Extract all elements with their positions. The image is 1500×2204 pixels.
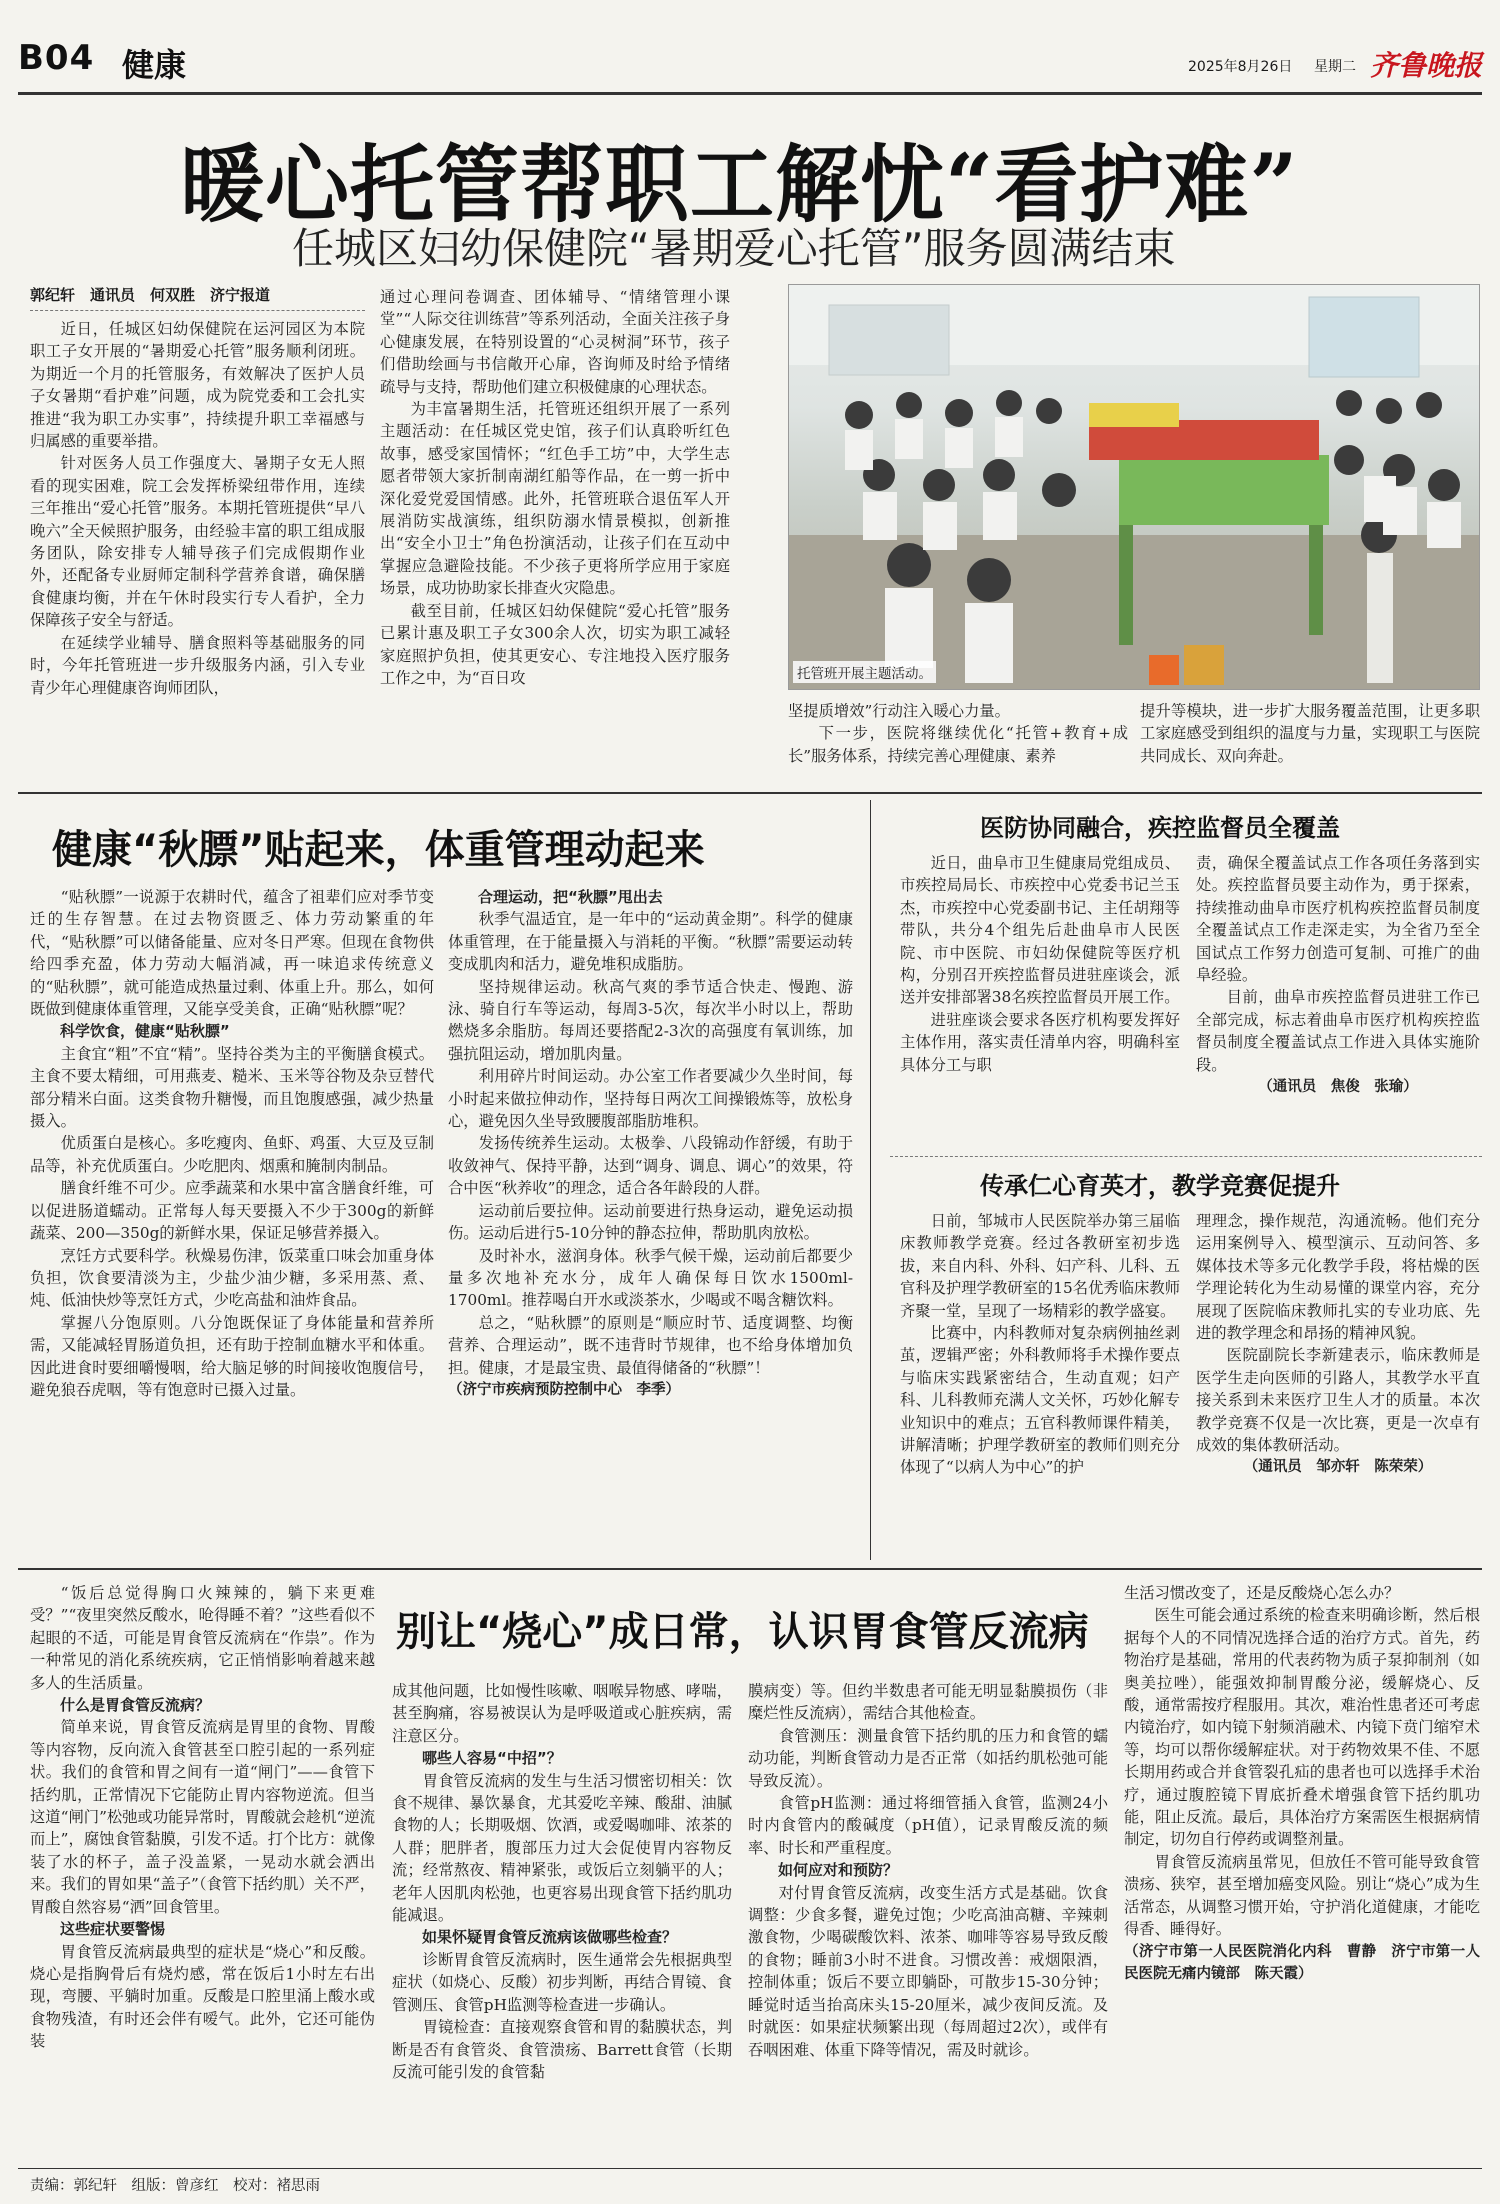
supervise-col2-para-1: 责，确保全覆盖试点工作各项任务落到实处。疾控监督员要主动作为，勇于探索，持续推动曲阜市医疗机构疾控监督员制度全覆盖试点工作走深走实，为全省乃至全国试点工作努力创造可复制、可推广的曲阜经验。 [1196,854,1480,985]
section-rule-3 [18,1568,1482,1570]
teaching-col2-para-2: 医院副院长李新建表示，临床教师是医学生走向医师的引路人，其教学水平直接关系到未来医疗卫生人才的质量。本次教学竞赛不仅是一次比赛，更是一次卓有成效的集体教研活动。 [1196,1346,1480,1455]
reflux-col3-para-2: 食管测压：测量食管下括约肌的压力和食管的蠕动功能，判断食管动力是否正常（如括约肌松弛可能导致反流）。 [748,1726,1108,1790]
reflux-col3-para-4: 对付胃食管反流病，改变生活方式是基础。饮食调整：少食多餐，避免过饱；少吃高油高糖、辛辣刺激食物，少喝碳酸饮料、浓茶、咖啡等容易导致反酸的食物；睡前3小时不进食。习惯改善：戒烟限酒，控制体重；饭后不要立即躺卧，可散步15-30分钟；睡觉时适当抬高床头15-20厘米，减少夜间反流。及时就医：如果症状频繁出现（每周超过2次），或伴有吞咽困难、体重下降等情况，需及时就诊。 [748,1883,1108,2059]
classroom-photo-illustration [789,285,1480,690]
lead-col2-para-1: 通过心理问卷调查、团体辅导、“情绪管理小课堂”“人际交往训练营”等系列活动，全面关注孩子身心健康发展，在特别设置的“心灵树洞”环节，孩子们借助绘画与书信敞开心扉，咨询师及时给予情绪疏导与支持，帮助他们建立积极健康的心理状态。 [380,288,730,396]
autumn-col1-subhead-1: 科学饮食，健康“贴秋膘” [60,1022,230,1041]
vertical-divider-1 [870,800,871,1560]
supervise-credit: （通讯员 焦俊 张瑜） [1258,1079,1418,1096]
autumn-col2-subhead-1: 合理运动，把“秋膘”甩出去 [478,888,663,906]
reflux-col1-para-3: 胃食管反流病最典型的症状是“烧心”和反酸。烧心是指胸骨后有烧灼感，常在饭后1小时左右出现，弯腰、平躺时加重。反酸是口腔里涌上酸水或食物残渣，有时还会伴有嗳气。此外，它还可能伪装 [30,1942,375,2051]
lead-col1-para-1: 近日，任城区妇幼保健院在运河园区为本院职工子女开展的“暑期爱心托管”服务顺利闭班。为期近一个月的托管服务，有效解决了医护人员子女暑期“看护难”问题，成为院党委和工会扎实推进“我为职工办实事”，持续提升职工幸福感与归属感的重要举措。 [30,320,365,451]
photo-caption: 托管班开展主题活动。 [793,661,936,683]
autumn-col1-para-6: 掌握八分饱原则。八分饱既保证了身体能量和营养所需，又能减轻胃肠道负担，还有助于控制血糖水平和体重。因此进食时要细嚼慢咽，给大脑足够的时间接收饱腹信号，避免狼吞虎咽，等有饱意时已摄入过量。 [30,1313,434,1399]
autumn-column-2 [448,886,853,1506]
reflux-column-2 [392,1680,732,2162]
reflux-col3-para-3: 食管pH监测：通过将细管插入食管，监测24小时内食管内的酸碱度（pH值），记录胃酸反流的频率、时长和严重程度。 [748,1794,1108,1857]
lead-byline: 郭纪轩 通讯员 何双胜 济宁报道 [30,286,271,304]
masthead-rule [18,92,1482,95]
autumn-col2-para-3: 利用碎片时间运动。办公室工作者要减少久坐时间，每小时起来做拉伸动作，坚持每日两次工间操锻炼等，放松身心，避免因久坐导致腰腹部脂肪堆积。 [448,1067,853,1131]
lead-column-4 [1140,700,1480,770]
lead-column-1 [30,318,365,788]
footer-credits: 责编：郭纪轩 组版：曾彦红 校对：褚思雨 [30,2178,320,2194]
reflux-col4-para-1: 生活习惯改变了，还是反酸烧心怎么办？ [1124,1584,1400,1602]
lead-col3-para-1: 坚提质增效”行动注入暖心力量。 [788,702,1010,720]
reflux-col3-subhead-1: 如何应对和预防？ [778,1861,899,1880]
teaching-column-2 [1196,1210,1480,1560]
lead-headline: 暖心托管帮职工解忧“看护难” [180,135,1299,234]
lead-col4-para-1: 提升等模块，进一步扩大服务覆盖范围，让更多职工家庭感受到组织的温度与力量，实现职工与医院共同成长、双向奔赴。 [1140,702,1480,765]
lead-subhead: 任城区妇幼保健院“暑期爱心托管”服务圆满结束 [292,224,1176,273]
reflux-headline: 别让“烧心”成日常，认识胃食管反流病 [396,1609,1089,1655]
reflux-column-1 [30,1582,375,2162]
reflux-credit: （济宁市第一人民医院消化内科 曹静 济宁市第一人民医院无痛内镜部 陈天霞） [1124,1943,1480,1982]
reflux-col2-para-3: 诊断胃食管反流病时，医生通常会先根据典型症状（如烧心、反酸）初步判断，再结合胃镜、食管测压、食管pH监测等检查进一步确认。 [392,1950,732,2014]
autumn-col2-para-4: 发扬传统养生运动。太极拳、八段锦动作舒缓，有助于收敛神气、保持平静，达到“调身、调息、调心”的效果，符合中医“秋养收”的理念，适合各年龄段的人群。 [448,1134,853,1198]
reflux-col4-para-2: 医生可能会通过系统的检查来明确诊断，然后根据每个人的不同情况选择合适的治疗方式。首先，药物治疗是基础，常用的代表药物为质子泵抑制剂（如奥美拉唑），能强效抑制胃酸分泌，缓解烧心、反酸，通常需按疗程服用。其次，难治性患者还可考虑内镜治疗，如内镜下射频消融术、内镜下贲门缩窄术等，均可以帮你缓解症状。对于药物效果不佳、不愿长期用药或合并食管裂孔疝的患者也可以选择手术治疗，通过腹腔镜下胃底折叠术增强食管下括约肌功能，阻止反流。最后，具体治疗方案需医生根据病情制定，切勿自行停药或调整剂量。 [1124,1606,1480,1849]
reflux-column-4 [1124,1582,1480,2162]
autumn-col1-para-4: 膳食纤维不可少。应季蔬菜和水果中富含膳食纤维，可以促进肠道蠕动。正常每人每天要摄入不少于300g的新鲜蔬菜、200—350g的新鲜水果，保证足够营养摄入。 [30,1179,434,1243]
autumn-col2-para-5: 运动前后要拉伸。运动前要进行热身运动，避免运动损伤。运动后进行5-10分钟的静态拉伸，帮助肌肉放松。 [448,1201,853,1243]
lead-photo [788,284,1480,690]
lead-col3-para-2: 下一步，医院将继续优化“托管+教育+成长”服务体系，持续完善心理健康、素养 [788,724,1128,765]
autumn-headline: 健康“秋膘”贴起来，体重管理动起来 [52,827,705,873]
autumn-column-1 [30,886,434,1506]
section-name: 健康 [122,46,187,84]
reflux-col2-subhead-2: 如果怀疑胃食管反流病该做哪些检查？ [422,1928,678,1947]
autumn-col1-para-3: 优质蛋白是核心。多吃瘦肉、鱼虾、鸡蛋、大豆及豆制品等，补充优质蛋白。少吃肥肉、烟熏和腌制肉制品。 [30,1134,434,1175]
section-rule-1 [18,792,1482,794]
autumn-col1-para-1: “贴秋膘”一说源于农耕时代，蕴含了祖辈们应对季节变迁的生存智慧。在过去物资匮乏、体力劳动繁重的年代，“贴秋膘”可以储备能量、应对冬日严寒。但现在食物供给四季充盈，体力劳动大幅消减，再一味追求传统意义的“贴秋膘”，就可能造成热量过剩、体重上升。那么，如何既做到健康体重管理，又能享受美食，正确“贴秋膘”呢？ [30,888,434,1019]
supervise-col1-para-2: 进驻座谈会要求各医疗机构要发挥好主体作用，落实责任清单内容，明确科室具体分工与职 [900,1010,1180,1074]
reflux-col2-para-4: 胃镜检查：直接观察食管和胃的黏膜状态，判断是否有食管炎、食管溃疡、Barrett食管（长期反流可能引发的食管黏 [392,2018,732,2081]
issue-date: 2025年8月26日 [1188,59,1293,75]
supervise-column-1 [900,852,1180,1152]
footer-rule [18,2168,1482,2169]
lead-col2-para-2: 为丰富暑期生活，托管班还组织开展了一系列主题活动：在任城区党史馆，孩子们认真聆听红色故事，感受家国情怀；“红色手工坊”中，大学生志愿者带领大家折制南湖红船等作品，在一剪一折中深化爱党爱国情感。此外，托管班联合退伍军人开展消防实战演练，组织防溺水情景模拟，创新推出“安全小卫士”角色扮演活动，让孩子们在互动中掌握应急避险技能。不少孩子更将所学应用于家庭场景，成功协助家长排查火灾隐患。 [380,400,730,598]
reflux-col3-para-1: 膜病变）等。但约半数患者可能无明显黏膜损伤（非糜烂性反流病），需结合其他检查。 [748,1682,1108,1723]
teaching-column-1 [900,1210,1180,1560]
teaching-credit: （通讯员 邹亦轩 陈荣荣） [1243,1459,1433,1476]
section-rule-2 [890,1156,1482,1157]
reflux-col1-para-2: 简单来说，胃食管反流病是胃里的食物、胃酸等内容物，反向流入食管甚至口腔引起的一系列症状。我们的食管和胃之间有一道“闸门”——食管下括约肌，正常情况下它能防止胃内容物逆流。但当这道“闸门”松弛或功能异常时，胃酸就会趁机“逆流而上”，腐蚀食管黏膜，引发不适。打个比方：就像装了水的杯子，盖子没盖紧，一晃动水就会洒出来。我们的胃如果“盖子”（食管下括约肌）关不严，胃酸自然容易“洒”回食管里。 [30,1718,375,1916]
lead-col1-para-2: 针对医务人员工作强度大、暑期子女无人照看的现实困难，院工会发挥桥梁纽带作用，连续三年推出“爱心托管”服务。本期托管班提供“早八晚六”全天候照护服务，由经验丰富的职工组成服务团队，除安排专人辅导孩子们完成假期作业外，还配备专业厨师定制科学营养食谱，确保膳食健康均衡，并在午休时段实行专人看护，全力保障孩子安全与舒适。 [30,454,365,630]
autumn-col1-para-5: 烹饪方式要科学。秋燥易伤津，饭菜重口味会加重身体负担，饮食要清淡为主，少盐少油少糖，多采用蒸、煮、炖、低油快炒等烹饪方式，少吃高盐和油炸食品。 [30,1246,434,1310]
autumn-col2-para-1: 秋季气温适宜，是一年中的“运动黄金期”。科学的健康体重管理，在于能量摄入与消耗的平衡。“秋膘”需要运动转变成肌肉和活力，避免堆积成脂肪。 [448,910,853,974]
byline-rule [30,310,365,311]
supervise-headline: 医防协同融合，疾控监督员全覆盖 [980,814,1340,842]
supervise-col1-para-1: 近日，曲阜市卫生健康局党组成员、市疾控局局长、市疾控中心党委书记兰玉杰，市疾控中心党委副书记、主任胡翔等带队，共分4个组先后赴曲阜市人民医院、市中医院、市妇幼保健院等医疗机构，分别召开疾控监督员进驻座谈会，派送并安排部署38名疾控监督员开展工作。 [900,854,1180,1007]
supervise-col2-para-2: 目前，曲阜市疾控监督员进驻工作已全部完成，标志着曲阜市医疗机构疾控监督员制度全覆盖试点工作进入具体实施阶段。 [1196,988,1480,1074]
paper-logo: 齐鲁晚报 [1370,49,1483,82]
reflux-col2-subhead-1: 哪些人容易“中招”？ [422,1749,562,1768]
lead-col2-para-3: 截至目前，任城区妇幼保健院“爱心托管”服务已累计惠及职工子女300余人次，切实为职工减轻家庭照护负担，使其更安心、专注地投入医疗服务工作之中，为“百日攻 [380,601,730,687]
autumn-credit: （济宁市疾病预防控制中心 李季） [448,1381,680,1398]
reflux-column-3 [748,1680,1108,2162]
autumn-col2-para-7: 总之，“贴秋膘”的原则是“顺应时节、适度调整、均衡营养、合理运动”，既不违背时节规律，也不给身体增加负担。健康，才是最宝贵、最值得储备的“秋膘”！ [448,1313,853,1377]
teaching-col1-para-2: 比赛中，内科教师对复杂病例抽丝剥茧，逻辑严密；外科教师将手术操作要点与临床实践紧密结合，生动直观；妇产科、儿科教师充满人文关怀，巧妙化解专业知识中的难点；五官科教师课件精美，讲解清晰；护理学教研室的教师们则充分体现了“以病人为中心”的护 [900,1324,1180,1477]
lead-column-2 [380,286,730,786]
lead-col1-para-3: 在延续学业辅导、膳食照料等基础服务的同时，今年托管班进一步升级服务内涵，引入专业青少年心理健康咨询师团队， [30,633,365,697]
page-code: B04 [18,38,95,78]
autumn-col2-para-6: 及时补水，滋润身体。秋季气候干燥，运动前后都要少量多次地补充水分，成年人确保每日饮水1500ml-1700ml。推荐喝白开水或淡茶水，少喝或不喝含糖饮料。 [448,1246,853,1310]
teaching-col1-para-1: 日前，邹城市人民医院举办第三届临床教师教学竞赛。经过各教研室初步选拔，来自内科、外科、妇产科、儿科、五官科及护理学教研室的15名优秀临床教师齐聚一堂，呈现了一场精彩的教学盛宴。 [900,1212,1180,1320]
reflux-col1-subhead-2: 这些症状要警惕 [60,1920,166,1939]
supervise-column-2 [1196,852,1480,1152]
lead-column-3 [788,700,1128,770]
teaching-col2-para-1: 理理念，操作规范，沟通流畅。他们充分运用案例导入、模型演示、互动问答、多媒体技术等多元化教学手段，将枯燥的医学理论转化为生动易懂的课堂内容，充分展现了医院临床教师扎实的专业功底、先进的教学理念和昂扬的精神风貌。 [1196,1212,1480,1343]
reflux-col4-para-3: 胃食管反流病虽常见，但放任不管可能导致食管溃疡、狭窄，甚至增加癌变风险。别让“烧心”成为生活常态，从调整习惯开始，守护消化道健康，才能吃得香、睡得好。 [1124,1852,1480,1939]
issue-weekday: 星期二 [1314,59,1356,75]
reflux-col1-subhead-1: 什么是胃食管反流病？ [60,1696,211,1715]
reflux-col2-para-1: 成其他问题，比如慢性咳嗽、咽喉异物感、哮喘，甚至胸痛，容易被误认为是呼吸道或心脏疾病，需注意区分。 [392,1682,732,1745]
teaching-headline: 传承仁心育英才，教学竞赛促提升 [980,1172,1340,1200]
reflux-col2-para-2: 胃食管反流病的发生与生活习惯密切相关：饮食不规律、暴饮暴食，尤其爱吃辛辣、酸甜、油腻食物的人；长期吸烟、饮酒，或爱喝咖啡、浓茶的人群；肥胖者，腹部压力过大会促使胃内容物反流；经常熬夜、精神紧张，或饭后立刻躺平的人；老年人因肌肉松弛，也更容易出现食管下括约肌功能减退。 [392,1771,732,1925]
reflux-col1-para-1: “饭后总觉得胸口火辣辣的，躺下来更难受？”“夜里突然反酸水，呛得睡不着？”这些看似不起眼的不适，可能是胃食管反流病在“作祟”。作为一种常见的消化系统疾病，它正悄悄影响着越来越多人的生活质量。 [30,1584,375,1692]
autumn-col2-para-2: 坚持规律运动。秋高气爽的季节适合快走、慢跑、游泳、骑自行车等运动，每周3-5次，每次半小时以上，帮助燃烧多余脂肪。每周还要搭配2-3次的高强度有氧训练，加强抗阻运动，增加肌肉量。 [448,977,853,1063]
autumn-col1-para-2: 主食宜“粗”不宜“精”。坚持谷类为主的平衡膳食模式。主食不要太精细，可用燕麦、糙米、玉米等谷物及杂豆替代部分精米白面。这类食物升糖慢，而且饱腹感强，减少热量摄入。 [30,1044,434,1131]
